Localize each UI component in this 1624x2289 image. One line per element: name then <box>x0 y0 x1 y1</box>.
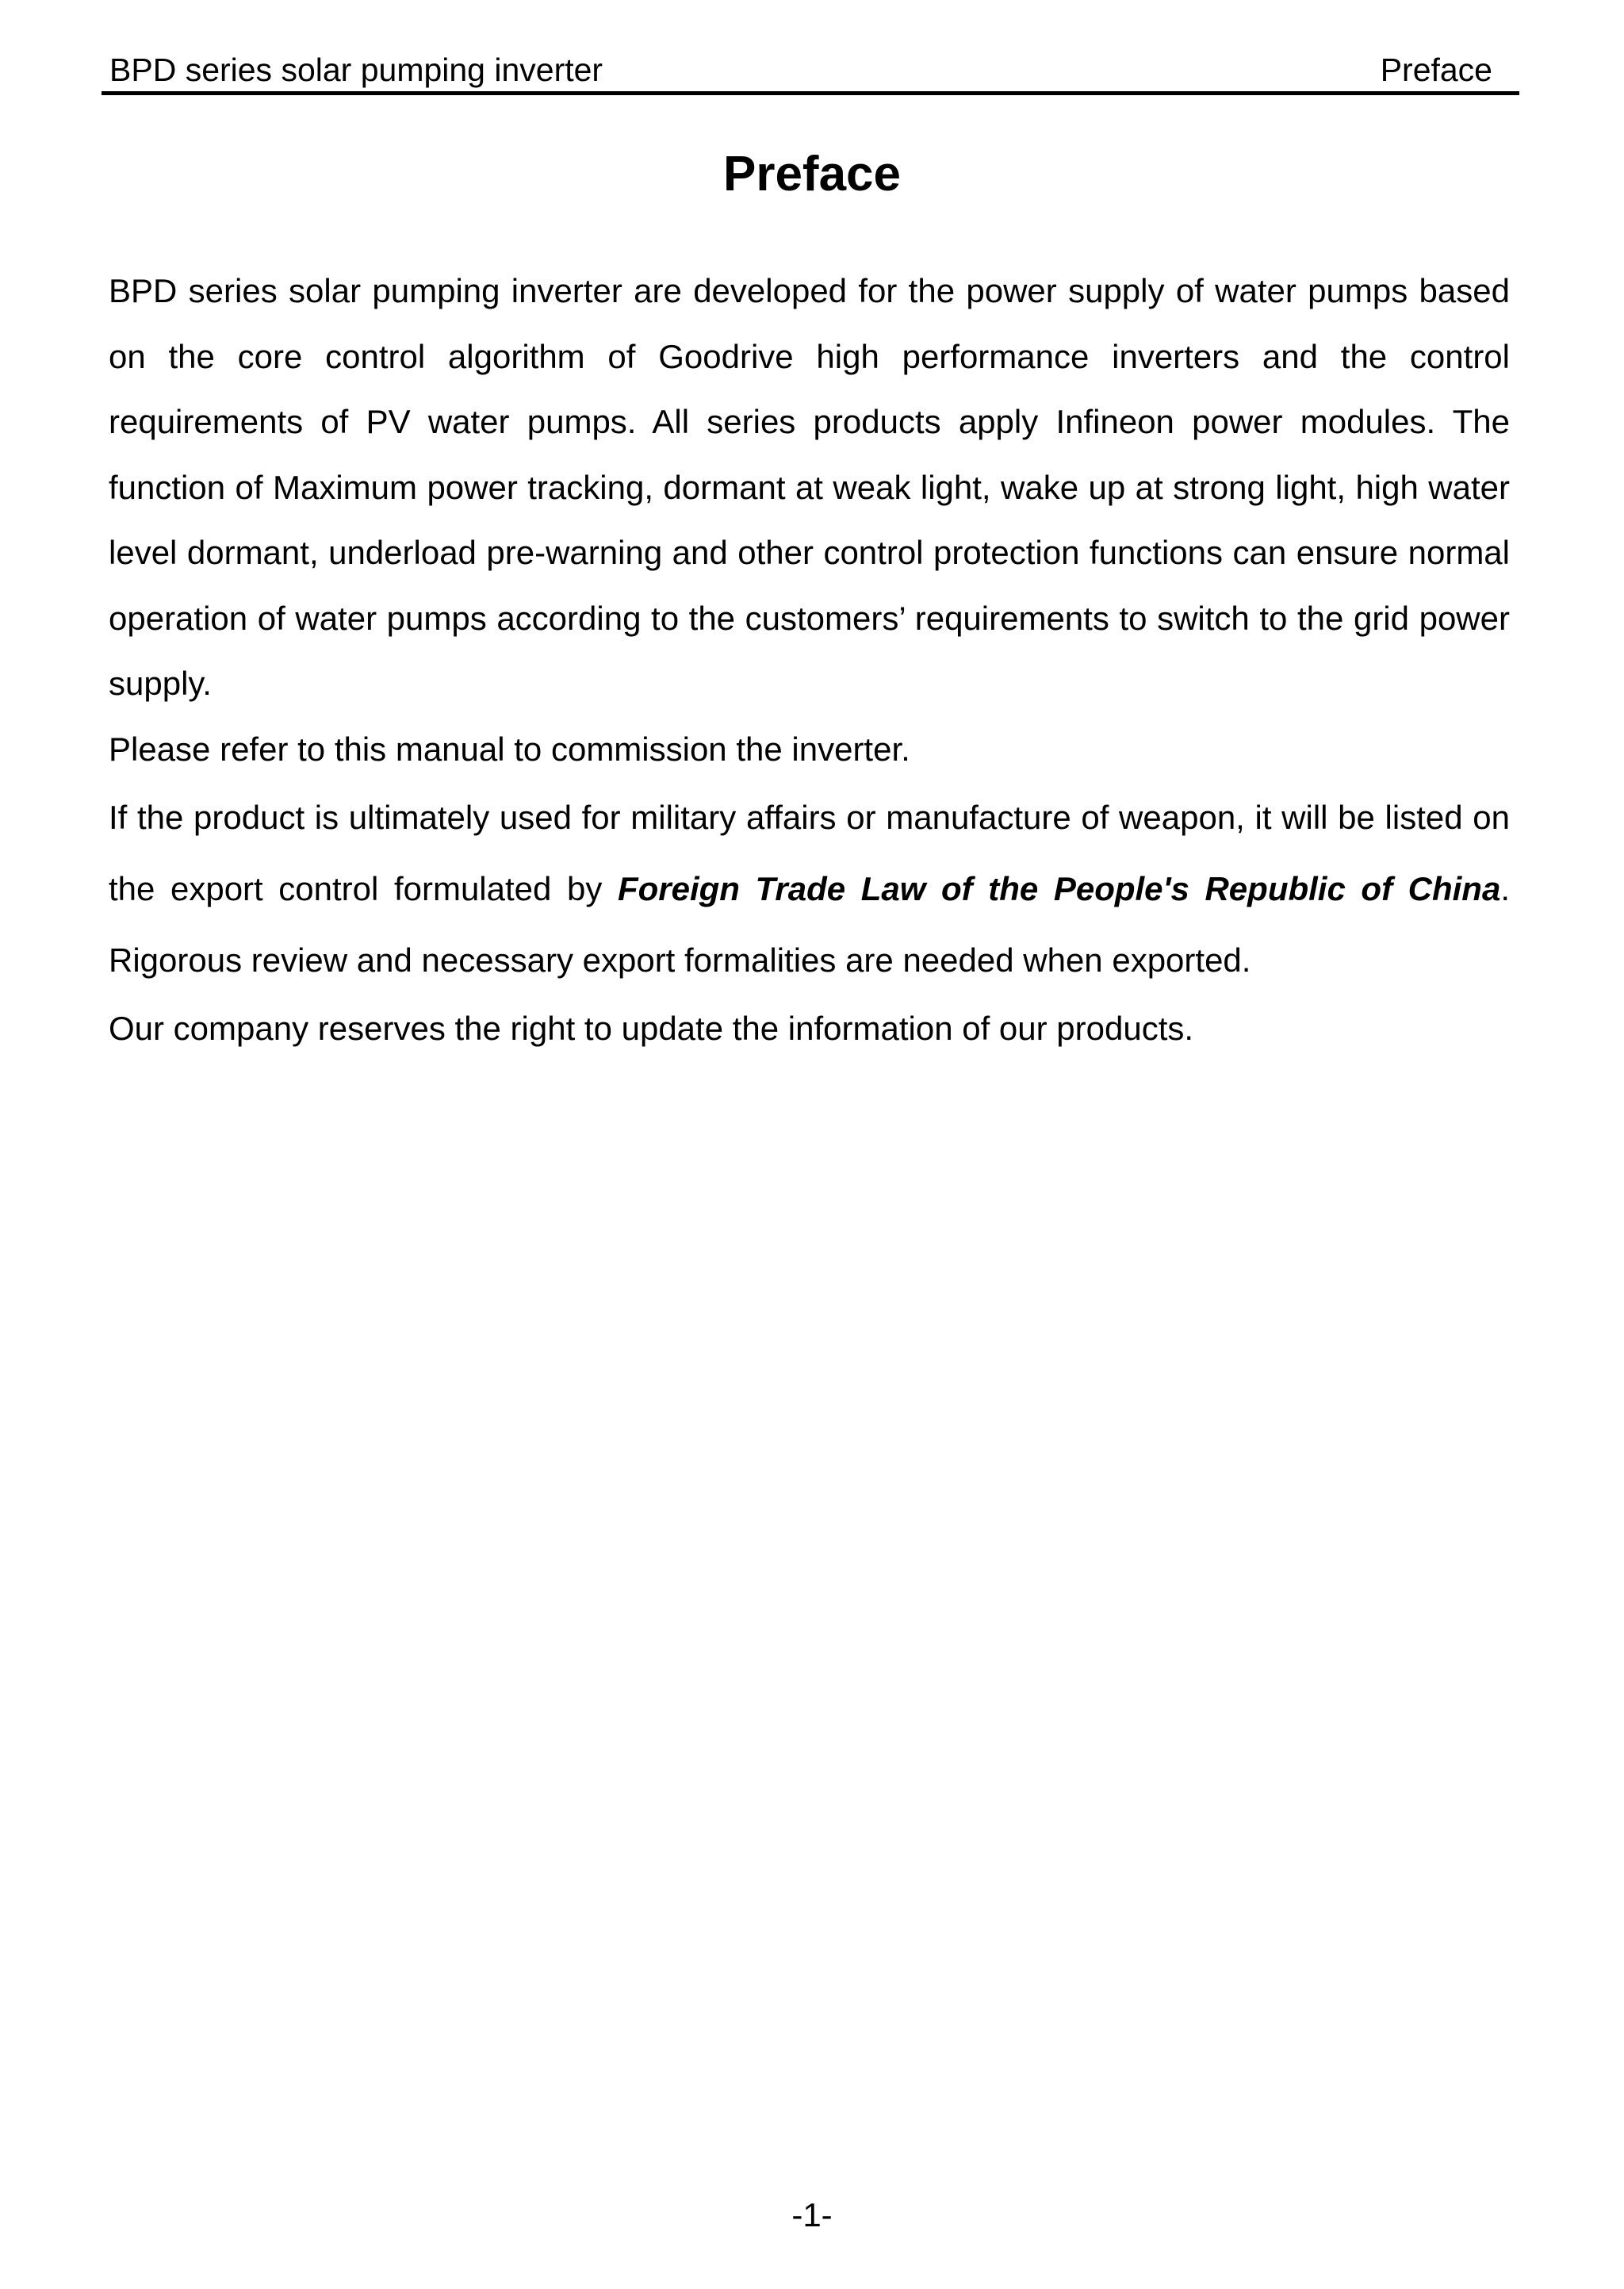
refer-paragraph: Please refer to this manual to commission the inverter. <box>109 730 910 768</box>
preface-body <box>109 259 1510 1061</box>
update-rights-paragraph: Our company reserves the right to update the information of our products. <box>109 1009 1194 1047</box>
export-text-after: . Rigorous review and necessary export formalities are needed when exported. <box>109 869 1510 979</box>
page-title: Preface <box>722 147 902 201</box>
header-section-name: Preface <box>1380 52 1492 88</box>
header-document-title: BPD series solar pumping inverter <box>109 52 603 88</box>
page-number: -1- <box>791 2196 833 2233</box>
intro-paragraph: BPD series solar pumping inverter are developed for the power supply of water pumps based on the core control algorithm of Goodrive high performance inverters and the control requirements of PV water pumps. All series products apply Infineon power modules. The function of Maximum power tracking, dormant at weak light, wake up at strong light, high water level dormant, underload pre-warning and other control protection functions can ensure normal operation of water pumps according to the customers’ requirements to switch to the grid power supply. <box>109 272 1510 702</box>
export-control-paragraph <box>109 782 1510 996</box>
foreign-trade-law-citation: Foreign Trade Law of the People's Republic of China <box>617 869 1501 907</box>
export-text-before: If the product is ultimately used for military affairs or manufacture of weapon, it will be listed on the export control formulated by <box>109 798 1510 907</box>
page-header <box>102 48 1519 95</box>
